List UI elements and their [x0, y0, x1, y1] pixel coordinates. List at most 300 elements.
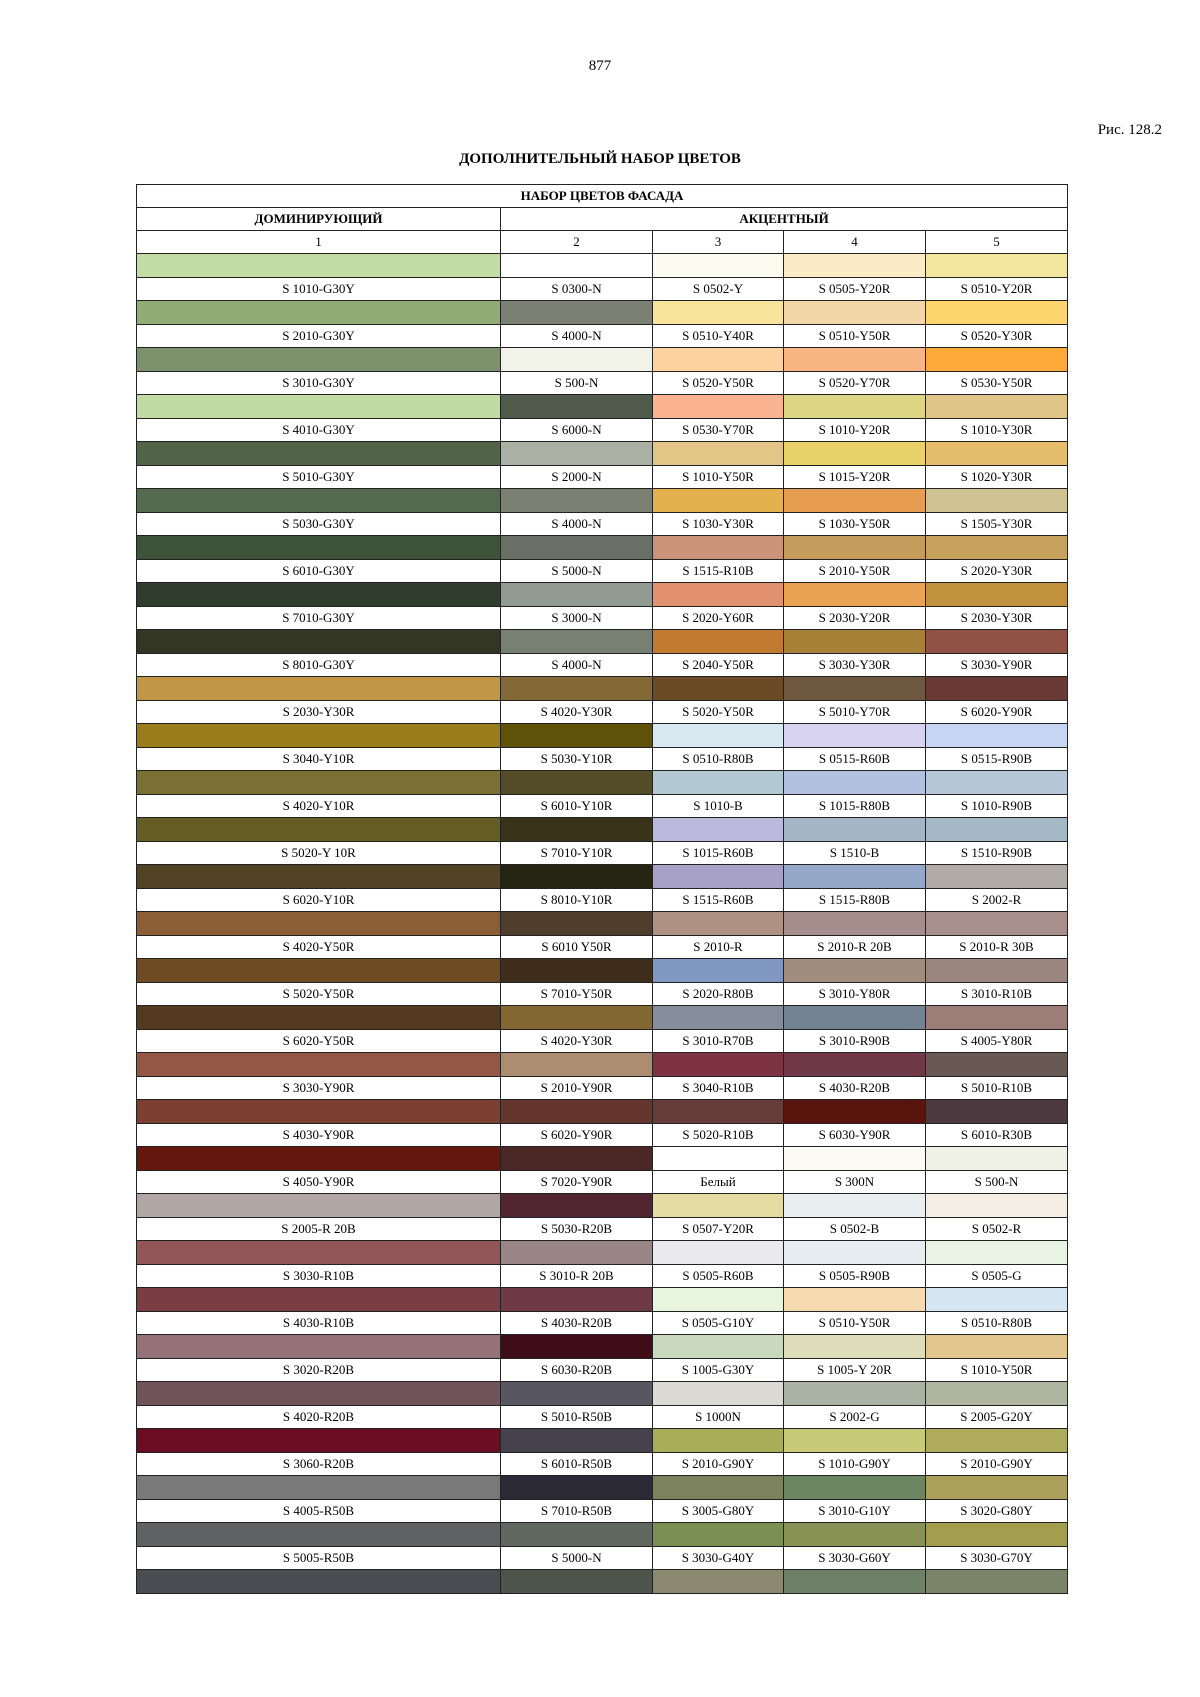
swatch-row — [137, 865, 1068, 889]
color-swatch — [653, 583, 784, 607]
color-swatch — [784, 254, 926, 278]
color-code: S 0507-Y20R — [653, 1218, 784, 1241]
color-code: S 3010-R70B — [653, 1030, 784, 1053]
color-code: S 6010 Y50R — [501, 936, 653, 959]
color-swatch — [926, 395, 1068, 419]
color-code: S 1015-R80B — [784, 795, 926, 818]
color-swatch — [926, 489, 1068, 513]
color-code: S 0510-R80B — [926, 1312, 1068, 1335]
color-code: S 300N — [784, 1171, 926, 1194]
color-swatch — [653, 1006, 784, 1030]
color-code: S 0510-R80B — [653, 748, 784, 771]
color-swatch — [926, 724, 1068, 748]
color-code: S 4030-R20B — [501, 1312, 653, 1335]
color-swatch — [653, 771, 784, 795]
color-code: S 5000-N — [501, 560, 653, 583]
swatch-row — [137, 583, 1068, 607]
color-code: S 0300-N — [501, 278, 653, 301]
color-swatch — [784, 395, 926, 419]
color-code: S 2005-R 20B — [137, 1218, 501, 1241]
color-code: S 5010-R10B — [926, 1077, 1068, 1100]
color-swatch — [137, 301, 501, 325]
color-code-row — [137, 1030, 1068, 1053]
color-code-row — [137, 1453, 1068, 1476]
color-swatch — [926, 912, 1068, 936]
color-swatch — [653, 395, 784, 419]
color-swatch — [501, 1053, 653, 1077]
color-code: S 0520-Y70R — [784, 372, 926, 395]
color-swatch — [926, 771, 1068, 795]
swatch-row — [137, 1523, 1068, 1547]
color-swatch — [501, 489, 653, 513]
color-swatch — [653, 1147, 784, 1171]
color-swatch — [653, 489, 784, 513]
color-code: S 3030-G70Y — [926, 1547, 1068, 1570]
color-swatch — [501, 959, 653, 983]
color-code: S 5005-R50B — [137, 1547, 501, 1570]
color-code: S 0505-G — [926, 1265, 1068, 1288]
color-swatch — [501, 1382, 653, 1406]
color-swatch — [501, 1241, 653, 1265]
color-code: S 7010-R50B — [501, 1500, 653, 1523]
color-swatch — [137, 442, 501, 466]
color-code: S 5020-Y 10R — [137, 842, 501, 865]
color-swatch — [137, 348, 501, 372]
color-code: S 6030-Y90R — [784, 1124, 926, 1147]
color-code-row — [137, 983, 1068, 1006]
color-swatch — [137, 1006, 501, 1030]
color-swatch — [137, 254, 501, 278]
color-swatch — [653, 536, 784, 560]
color-swatch — [926, 442, 1068, 466]
color-code: S 6030-R20B — [501, 1359, 653, 1382]
color-code: S 2010-R 30B — [926, 936, 1068, 959]
color-code: S 1510-R90B — [926, 842, 1068, 865]
color-code: S 4030-R20B — [784, 1077, 926, 1100]
color-swatch — [653, 1523, 784, 1547]
color-code: S 1005-Y 20R — [784, 1359, 926, 1382]
color-code: S 1510-B — [784, 842, 926, 865]
color-swatch — [926, 1288, 1068, 1312]
color-swatch — [501, 630, 653, 654]
color-swatch — [501, 1288, 653, 1312]
color-swatch — [137, 818, 501, 842]
color-table-body — [137, 185, 1068, 1594]
color-code: S 1515-R80B — [784, 889, 926, 912]
color-code: S 4005-R50B — [137, 1500, 501, 1523]
color-swatch — [926, 1523, 1068, 1547]
color-code: S 1030-Y50R — [784, 513, 926, 536]
color-code: S 1515-R10B — [653, 560, 784, 583]
color-swatch — [137, 583, 501, 607]
color-swatch — [501, 865, 653, 889]
color-code: S 3030-Y30R — [784, 654, 926, 677]
color-swatch — [926, 677, 1068, 701]
color-swatch — [926, 1241, 1068, 1265]
color-code: S 4020-Y30R — [501, 701, 653, 724]
color-swatch — [137, 1476, 501, 1500]
swatch-row — [137, 254, 1068, 278]
color-code: S 1010-G90Y — [784, 1453, 926, 1476]
color-code: S 6020-Y90R — [926, 701, 1068, 724]
color-swatch — [926, 1570, 1068, 1594]
color-code: S 2010-R 20B — [784, 936, 926, 959]
page-number: 877 — [588, 58, 612, 74]
color-swatch — [653, 254, 784, 278]
color-swatch — [501, 301, 653, 325]
color-swatch — [784, 1382, 926, 1406]
color-code: S 5010-G30Y — [137, 466, 501, 489]
color-code: S 0520-Y30R — [926, 325, 1068, 348]
color-code: S 3040-Y10R — [137, 748, 501, 771]
color-swatch — [784, 1241, 926, 1265]
color-swatch — [926, 348, 1068, 372]
color-swatch — [784, 630, 926, 654]
color-swatch — [784, 771, 926, 795]
color-swatch — [137, 1523, 501, 1547]
color-swatch — [501, 442, 653, 466]
color-swatch — [653, 1241, 784, 1265]
color-code: Белый — [653, 1171, 784, 1194]
color-code: S 6010-Y10R — [501, 795, 653, 818]
color-swatch — [501, 818, 653, 842]
color-swatch — [501, 1570, 653, 1594]
color-swatch — [501, 1147, 653, 1171]
color-swatch — [653, 818, 784, 842]
color-swatch — [784, 865, 926, 889]
color-code: S 8010-Y10R — [501, 889, 653, 912]
color-code: S 3010-Y80R — [784, 983, 926, 1006]
color-code: S 3010-G10Y — [784, 1500, 926, 1523]
color-code: S 2030-Y30R — [926, 607, 1068, 630]
color-code: S 1010-R90B — [926, 795, 1068, 818]
color-swatch — [653, 442, 784, 466]
color-code-row — [137, 1547, 1068, 1570]
color-code: S 3030-G40Y — [653, 1547, 784, 1570]
color-code: S 4010-G30Y — [137, 419, 501, 442]
swatch-row — [137, 489, 1068, 513]
color-swatch — [784, 677, 926, 701]
color-code-row — [137, 936, 1068, 959]
color-code: S 6010-G30Y — [137, 560, 501, 583]
color-code: S 2010-G90Y — [926, 1453, 1068, 1476]
color-code: S 0520-Y50R — [653, 372, 784, 395]
color-code: S 2030-Y30R — [137, 701, 501, 724]
color-swatch — [501, 1476, 653, 1500]
color-code: S 3005-G80Y — [653, 1500, 784, 1523]
color-code: S 7010-Y10R — [501, 842, 653, 865]
color-code-row — [137, 795, 1068, 818]
color-swatch — [501, 395, 653, 419]
color-swatch — [784, 536, 926, 560]
swatch-row — [137, 1053, 1068, 1077]
color-code: S 3010-R90B — [784, 1030, 926, 1053]
color-swatch — [926, 1053, 1068, 1077]
color-code: S 1030-Y30R — [653, 513, 784, 536]
color-code: S 2040-Y50R — [653, 654, 784, 677]
color-swatch — [501, 1429, 653, 1453]
color-code: S 3020-G80Y — [926, 1500, 1068, 1523]
color-swatch — [137, 912, 501, 936]
color-code: S 3000-N — [501, 607, 653, 630]
color-code: S 2002-R — [926, 889, 1068, 912]
color-swatch — [784, 348, 926, 372]
color-code: S 1015-R60B — [653, 842, 784, 865]
color-code: S 5020-Y50R — [137, 983, 501, 1006]
color-code: S 4050-Y90R — [137, 1171, 501, 1194]
color-swatch — [926, 818, 1068, 842]
color-code-row — [137, 748, 1068, 771]
color-code: S 3030-G60Y — [784, 1547, 926, 1570]
color-code: S 1020-Y30R — [926, 466, 1068, 489]
color-swatch — [501, 536, 653, 560]
swatch-row — [137, 536, 1068, 560]
color-swatch — [784, 442, 926, 466]
column-number-row — [137, 231, 1068, 254]
color-code: S 0510-Y50R — [784, 1312, 926, 1335]
color-code: S 6020-Y10R — [137, 889, 501, 912]
color-code: S 5030-Y10R — [501, 748, 653, 771]
color-swatch — [653, 1476, 784, 1500]
color-swatch — [653, 1335, 784, 1359]
color-swatch — [926, 630, 1068, 654]
color-swatch — [784, 818, 926, 842]
color-swatch — [137, 1288, 501, 1312]
color-swatch — [926, 583, 1068, 607]
color-swatch — [501, 1194, 653, 1218]
color-swatch — [137, 1053, 501, 1077]
color-swatch — [784, 912, 926, 936]
color-code: S 2020-Y60R — [653, 607, 784, 630]
color-swatch — [653, 630, 784, 654]
color-code: S 3040-R10B — [653, 1077, 784, 1100]
color-swatch — [501, 583, 653, 607]
color-swatch — [784, 724, 926, 748]
color-code: S 2010-G90Y — [653, 1453, 784, 1476]
color-swatch — [926, 1147, 1068, 1171]
color-swatch — [653, 724, 784, 748]
swatch-row — [137, 959, 1068, 983]
color-code-row — [137, 1406, 1068, 1429]
color-code: S 4000-N — [501, 325, 653, 348]
color-code: S 2010-G30Y — [137, 325, 501, 348]
color-code: S 4000-N — [501, 513, 653, 536]
color-code: S 1000N — [653, 1406, 784, 1429]
color-code: S 500-N — [926, 1171, 1068, 1194]
color-code: S 0510-Y20R — [926, 278, 1068, 301]
color-swatch — [137, 1194, 501, 1218]
color-swatch — [501, 912, 653, 936]
color-swatch — [784, 1476, 926, 1500]
color-swatch — [137, 771, 501, 795]
color-code: S 2020-Y30R — [926, 560, 1068, 583]
color-code-row — [137, 1218, 1068, 1241]
color-code-row — [137, 1500, 1068, 1523]
header-accent: АКЦЕНТНЫЙ — [501, 208, 1068, 231]
color-code: S 3030-R10B — [137, 1265, 501, 1288]
color-code: S 0510-Y40R — [653, 325, 784, 348]
header-facade-colors: НАБОР ЦВЕТОВ ФАСАДА — [137, 185, 1068, 208]
color-code-row — [137, 513, 1068, 536]
color-code: S 2002-G — [784, 1406, 926, 1429]
color-swatch — [926, 1194, 1068, 1218]
color-code-row — [137, 325, 1068, 348]
color-code-row — [137, 1312, 1068, 1335]
color-code: S 3010-R 20B — [501, 1265, 653, 1288]
color-swatch — [784, 959, 926, 983]
color-table — [136, 184, 1068, 1594]
column-number: 3 — [653, 231, 784, 254]
color-code: S 5030-G30Y — [137, 513, 501, 536]
color-swatch — [653, 1382, 784, 1406]
color-code: S 2010-Y90R — [501, 1077, 653, 1100]
color-code-row — [137, 1265, 1068, 1288]
color-swatch — [501, 1006, 653, 1030]
color-code-row — [137, 1359, 1068, 1382]
swatch-row — [137, 348, 1068, 372]
color-code: S 6010-R50B — [501, 1453, 653, 1476]
color-swatch — [137, 1335, 501, 1359]
swatch-row — [137, 1194, 1068, 1218]
color-code-row — [137, 560, 1068, 583]
color-code: S 2010-R — [653, 936, 784, 959]
color-code: S 0510-Y50R — [784, 325, 926, 348]
color-code: S 3060-R20B — [137, 1453, 501, 1476]
color-code: S 7010-G30Y — [137, 607, 501, 630]
color-code: S 1505-Y30R — [926, 513, 1068, 536]
swatch-row — [137, 442, 1068, 466]
color-code-row — [137, 419, 1068, 442]
color-swatch — [926, 1006, 1068, 1030]
swatch-row — [137, 630, 1068, 654]
color-code: S 2030-Y20R — [784, 607, 926, 630]
swatch-row — [137, 912, 1068, 936]
color-code: S 6010-R30B — [926, 1124, 1068, 1147]
color-code: S 6020-Y50R — [137, 1030, 501, 1053]
color-swatch — [653, 1288, 784, 1312]
color-code: S 3010-G30Y — [137, 372, 501, 395]
swatch-row — [137, 724, 1068, 748]
color-swatch — [784, 1147, 926, 1171]
color-code: S 0502-B — [784, 1218, 926, 1241]
color-swatch — [501, 348, 653, 372]
color-code: S 1005-G30Y — [653, 1359, 784, 1382]
color-code: S 1010-Y20R — [784, 419, 926, 442]
color-swatch — [784, 1288, 926, 1312]
color-code: S 2020-R80B — [653, 983, 784, 1006]
color-swatch — [501, 724, 653, 748]
swatch-row — [137, 1147, 1068, 1171]
swatch-row — [137, 1335, 1068, 1359]
color-code-row — [137, 1077, 1068, 1100]
color-swatch — [926, 865, 1068, 889]
color-swatch — [137, 724, 501, 748]
color-code-row — [137, 842, 1068, 865]
color-code: S 3020-R20B — [137, 1359, 501, 1382]
color-swatch — [501, 1523, 653, 1547]
color-swatch — [653, 348, 784, 372]
swatch-row — [137, 1476, 1068, 1500]
color-code-row — [137, 607, 1068, 630]
swatch-row — [137, 301, 1068, 325]
color-swatch — [653, 1053, 784, 1077]
color-swatch — [653, 677, 784, 701]
color-code: S 2000-N — [501, 466, 653, 489]
color-swatch — [137, 489, 501, 513]
color-code: S 0515-R90B — [926, 748, 1068, 771]
color-code: S 5020-R10B — [653, 1124, 784, 1147]
color-swatch — [926, 1335, 1068, 1359]
document-title: ДОПОЛНИТЕЛЬНЫЙ НАБОР ЦВЕТОВ — [459, 151, 741, 167]
color-swatch — [926, 254, 1068, 278]
color-swatch — [501, 254, 653, 278]
color-code: S 4030-Y90R — [137, 1124, 501, 1147]
color-swatch — [653, 1429, 784, 1453]
color-swatch — [137, 1429, 501, 1453]
color-code: S 5010-Y70R — [784, 701, 926, 724]
color-swatch — [926, 959, 1068, 983]
color-code: S 0502-Y — [653, 278, 784, 301]
color-code: S 1015-Y20R — [784, 466, 926, 489]
color-swatch — [653, 301, 784, 325]
color-code: S 500-N — [501, 372, 653, 395]
color-code: S 0505-G10Y — [653, 1312, 784, 1335]
color-code-row — [137, 1171, 1068, 1194]
color-code: S 4020-R20B — [137, 1406, 501, 1429]
color-code: S 6000-N — [501, 419, 653, 442]
color-swatch — [137, 1100, 501, 1124]
color-code: S 1515-R60B — [653, 889, 784, 912]
color-swatch — [653, 1100, 784, 1124]
color-swatch — [501, 1100, 653, 1124]
color-code: S 0530-Y70R — [653, 419, 784, 442]
color-swatch — [926, 1382, 1068, 1406]
color-swatch — [784, 1100, 926, 1124]
color-swatch — [784, 1570, 926, 1594]
color-swatch — [653, 865, 784, 889]
color-swatch — [137, 1570, 501, 1594]
color-swatch — [501, 1335, 653, 1359]
color-code: S 4000-N — [501, 654, 653, 677]
swatch-row — [137, 771, 1068, 795]
color-code: S 0505-R90B — [784, 1265, 926, 1288]
swatch-row — [137, 1288, 1068, 1312]
color-code: S 0505-Y20R — [784, 278, 926, 301]
swatch-row — [137, 1241, 1068, 1265]
color-code-row — [137, 278, 1068, 301]
swatch-row — [137, 818, 1068, 842]
color-code: S 0515-R60B — [784, 748, 926, 771]
color-swatch — [784, 301, 926, 325]
color-code: S 2010-Y50R — [784, 560, 926, 583]
color-code: S 3030-Y90R — [137, 1077, 501, 1100]
color-code: S 4005-Y80R — [926, 1030, 1068, 1053]
color-swatch — [137, 1382, 501, 1406]
color-swatch — [653, 959, 784, 983]
swatch-row — [137, 1100, 1068, 1124]
color-code-row — [137, 1124, 1068, 1147]
color-swatch — [926, 1429, 1068, 1453]
column-number: 5 — [926, 231, 1068, 254]
swatch-row — [137, 395, 1068, 419]
color-swatch — [137, 1241, 501, 1265]
color-code: S 5020-Y50R — [653, 701, 784, 724]
color-code-row — [137, 654, 1068, 677]
color-swatch — [137, 630, 501, 654]
color-swatch — [784, 1523, 926, 1547]
color-code: S 1010-G30Y — [137, 278, 501, 301]
column-number: 2 — [501, 231, 653, 254]
